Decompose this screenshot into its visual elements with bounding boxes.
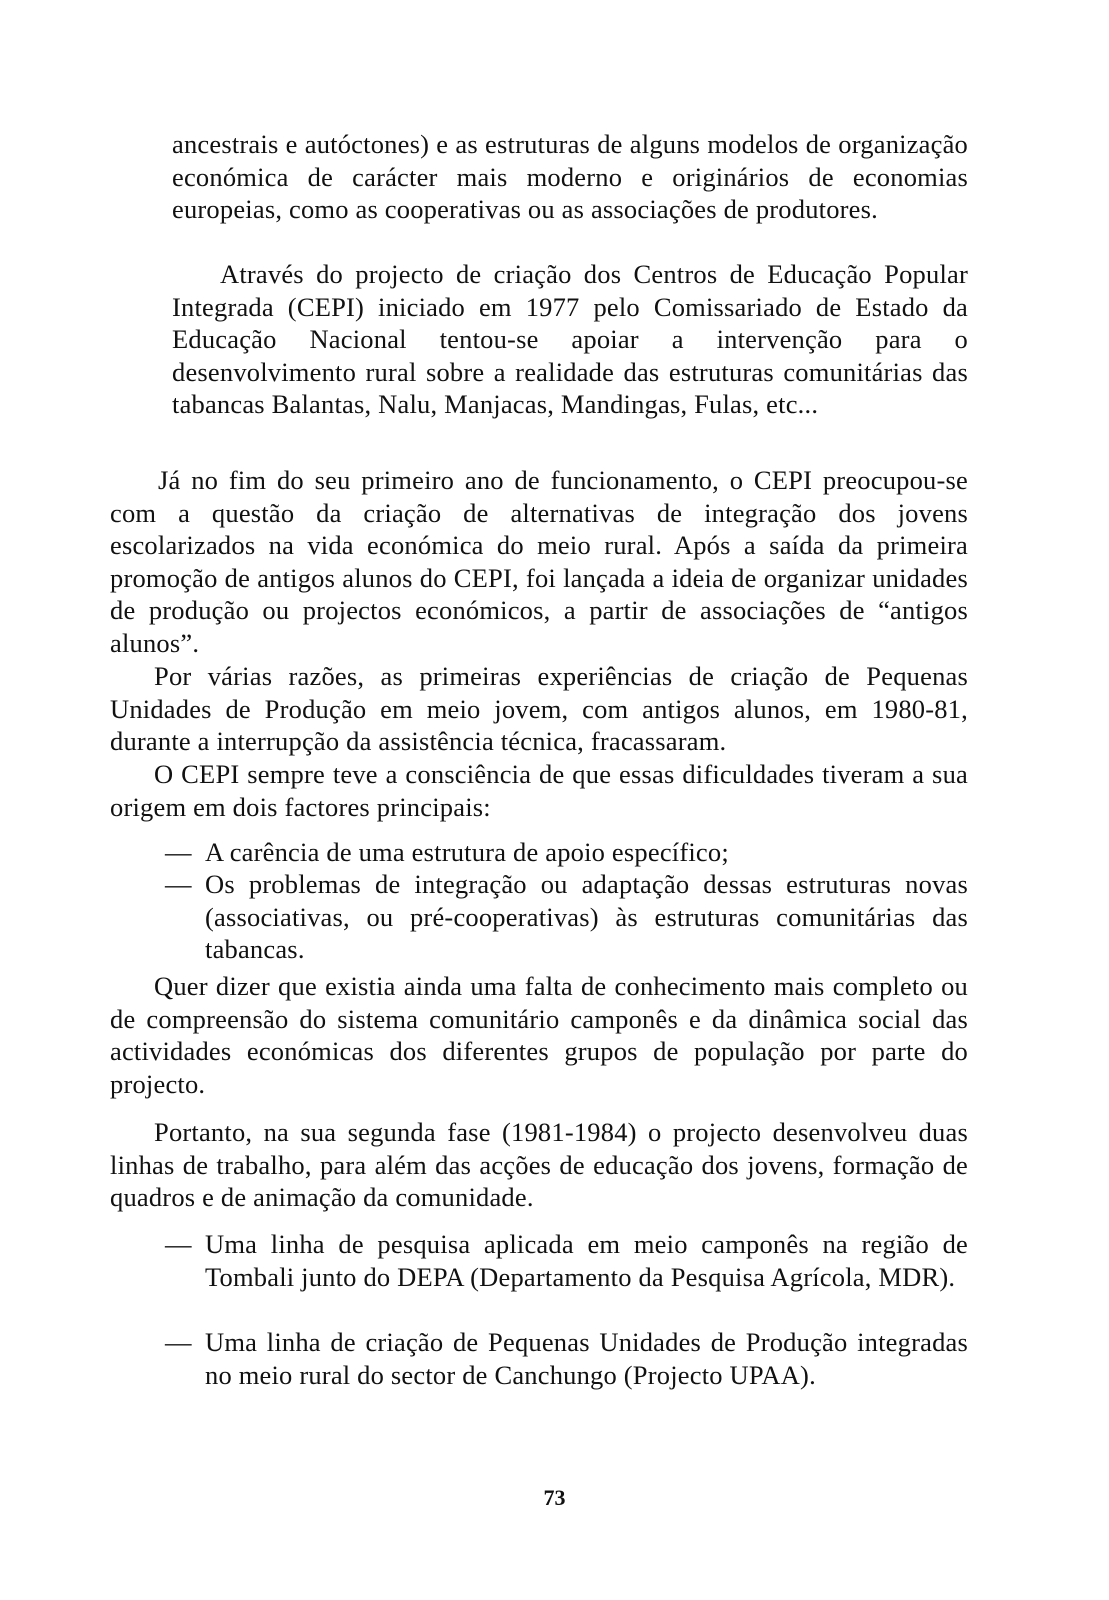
- paragraph-lack-of-knowledge: Quer dizer que existia ainda uma falta de conhecimento mais completo ou de compreensão do sistema comunitário camponês e da dinâmica social das actividades económicas dos diferentes grupos de população por parte do projecto.: [110, 971, 968, 1099]
- list-item-text: Uma linha de criação de Pequenas Unidades de Produção integradas no meio rural do sector de Canchungo (Projecto UPAA).: [205, 1327, 968, 1390]
- page-number: 73: [543, 1485, 566, 1510]
- list-item: [165, 836, 968, 869]
- list-item-text: Uma linha de pesquisa aplicada em meio camponês na região de Tombali junto do DEPA (Departamento da Pesquisa Agrícola, MDR).: [205, 1229, 968, 1292]
- dash-bullet: —: [165, 837, 192, 867]
- dash-bullet: —: [165, 1229, 192, 1259]
- list-item: [165, 1228, 968, 1293]
- dash-bullet: —: [165, 1327, 192, 1357]
- paragraph-continuation: ancestrais e autóctones) e as estruturas de alguns modelos de organização económica de carácter mais moderno e originários de economias europeias, como as cooperativas ou as associações de produtores.: [172, 129, 968, 224]
- paragraph-cepi-project: Através do projecto de criação dos Centros de Educação Popular Integrada (CEPI) iniciado em 1977 pelo Comissariado de Estado da Educação Nacional tentou-se apoiar a intervenção para o desenvolvimento rural sobre a realidade das estruturas comunitárias das tabancas Balantas, Nalu, Manjacas, Mandingas, Fulas, etc...: [172, 259, 968, 419]
- paragraph-first-year: Já no fim do seu primeiro ano de funcionamento, o CEPI preocupou-se com a questão da criação de alternativas de integração dos jovens escolarizados na vida económica do meio rural. Após a saída da primeira promoção de antigos alunos do CEPI, foi lançada a ideia de organizar unidades de produção ou projectos económicos, a partir de associações de “antigos alunos”.: [110, 465, 968, 658]
- list-item: [165, 1326, 968, 1391]
- paragraph-various-reasons: Por várias razões, as primeiras experiências de criação de Pequenas Unidades de Produção em meio jovem, com antigos alunos, em 1980-81, durante a interrupção da assistência técnica, fracassaram.: [110, 661, 968, 756]
- paragraph-second-phase: Portanto, na sua segunda fase (1981-1984) o projecto desenvolveu duas linhas de trabalho, para além das acções de educação dos jovens, formação de quadros e de animação da comunidade.: [110, 1117, 968, 1212]
- list-item-text: A carência de uma estrutura de apoio específico;: [205, 837, 729, 867]
- list-item: [165, 868, 968, 966]
- dash-bullet: —: [165, 869, 192, 899]
- list-item-text: Os problemas de integração ou adaptação dessas estruturas novas (associativas, ou pré-cooperativas) às estruturas comunitárias das tabancas.: [205, 869, 968, 964]
- paragraph-cepi-awareness: O CEPI sempre teve a consciência de que essas dificuldades tiveram a sua origem em dois factores principais:: [110, 759, 968, 822]
